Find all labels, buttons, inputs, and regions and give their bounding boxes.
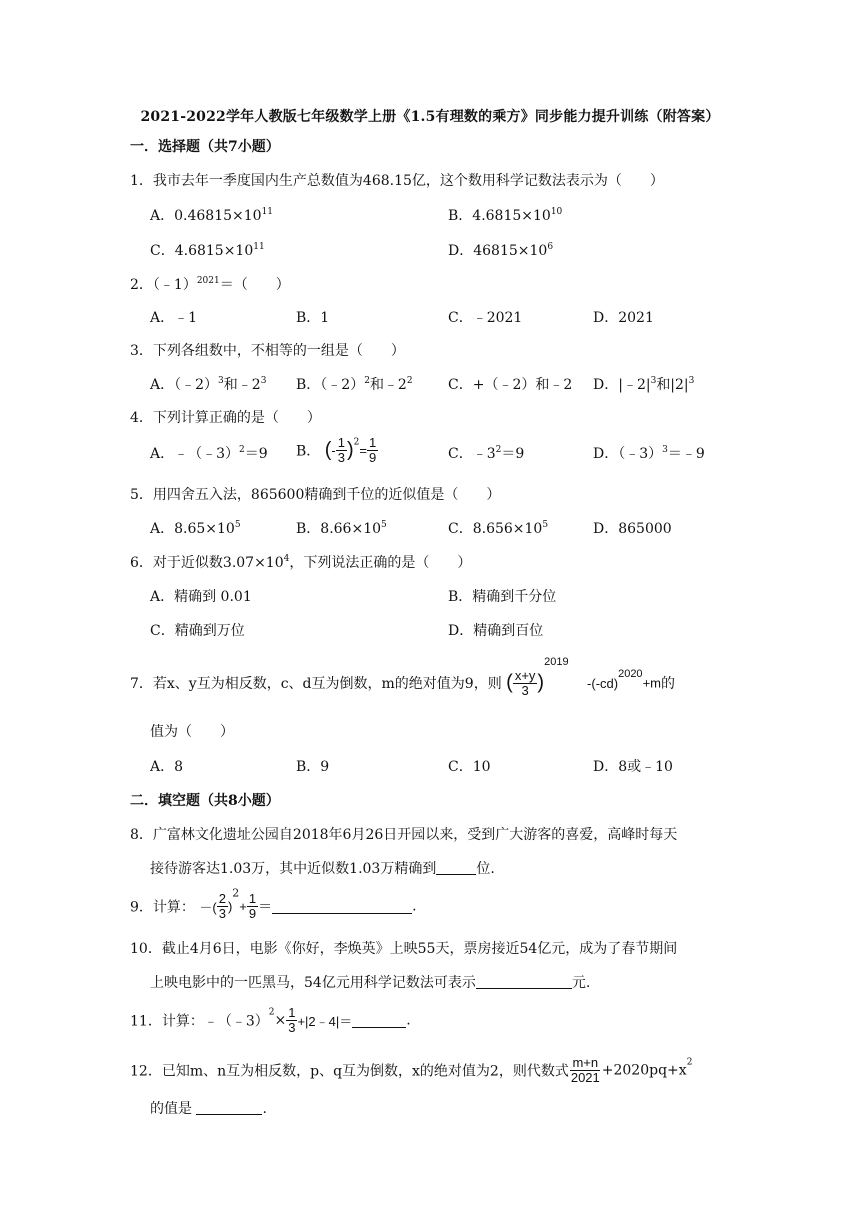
q3-option-b: B．（﹣2）$^2$和$﹣2^2$: [296, 376, 413, 393]
q4-option-a: A．﹣（﹣3）$^2$＝9: [150, 445, 268, 462]
question-1: 1．我市去年一季度国内生产总数值为468.15亿，这个数用科学记数法表示为（ ）: [130, 173, 664, 189]
question-12-line2: 的值是 .: [150, 1101, 267, 1117]
answer-blank[interactable]: [436, 860, 476, 875]
q3-option-a: A．（﹣2）$^3$和$﹣2^3$: [150, 376, 267, 393]
q5-option-d: D．865000: [593, 521, 672, 537]
q4-option-d: D．（﹣3）$^3$＝﹣9: [593, 445, 705, 462]
q6-option-c: C．精确到万位: [150, 623, 245, 639]
question-8-line2: 接待游客达1.03万，其中近似数1.03万精确到 位.: [150, 861, 495, 877]
page-title: 2021-2022学年人教版七年级数学上册《1.5有理数的乘方》同步能力提升训练（附答案）: [140, 109, 720, 125]
section-heading-choice: 一．选择题（共7小题）: [130, 139, 280, 155]
q1-option-a: A．$0.46815\times 10^{11}$: [150, 207, 274, 224]
answer-blank[interactable]: [196, 1100, 262, 1115]
question-9: 9．计算： －( $\frac{2}{3}$ )$^2$+ $\frac{1}{9}$ ＝ .: [130, 886, 417, 921]
section-heading-fill: 二．填空题（共8小题）: [130, 793, 280, 809]
q1-option-d: D．$46815\times 10^6$: [448, 242, 554, 259]
q4-option-b: B． (- $\frac{1}{3}$ )$^2$= $\frac{1}{9}$: [296, 435, 377, 465]
q6-option-b: B．精确到千分位: [448, 589, 557, 605]
q7-option-a: A．8: [150, 759, 184, 775]
question-10: 10．截止4月6日，电影《你好，李焕英》上映55天，票房接近54亿元，成为了春节期间: [130, 941, 678, 957]
answer-blank[interactable]: [352, 1013, 406, 1028]
q1-option-c: C．$4.6815\times 10^{11}$: [150, 242, 265, 259]
q2-option-d: D．2021: [593, 310, 654, 326]
q5-option-b: B．$8.66\times 10^5$: [296, 520, 387, 537]
question-7: 7．若x、y互为相反数，c、d互为倒数，m的绝对值为9，则 ( $\frac{x+y}{3}$ )$^{2019}$ $-(-cd)^{2020}+m$的: [130, 656, 675, 698]
question-3: 3．下列各组数中，不相等的一组是（ ）: [130, 343, 405, 359]
question-5: 5．用四舍五入法，865600精确到千位的近似值是（ ）: [130, 487, 501, 503]
question-4: 4．下列计算正确的是（ ）: [130, 410, 321, 426]
q1-option-b: B．$4.6815\times 10^{10}$: [448, 207, 563, 224]
question-8: 8．广富林文化遗址公园自2018年6月26日开园以来，受到广大游客的喜爱，高峰时每天: [130, 827, 678, 843]
question-12: 12．已知m、n互为相反数，p、q互为倒数，x的绝对值为2，则代数式 $\frac{m+n}{2021}$ $+2020pq+x^2$: [130, 1055, 693, 1085]
q4-option-c: C．$﹣3^2=9$: [448, 445, 525, 462]
q5-option-a: A．$8.65\times 10^5$: [150, 520, 241, 537]
question-7-line2: 值为（ ）: [150, 724, 234, 740]
q6-option-d: D．精确到百位: [448, 623, 544, 639]
question-11: 11．计算：﹣（﹣3）$^2$× $\frac{1}{3}$ +|2﹣4|＝ .: [130, 1005, 411, 1035]
q2-option-b: B．1: [296, 310, 330, 326]
q7-option-d: D．8或﹣10: [593, 759, 673, 775]
q2-option-a: A．﹣1: [150, 310, 198, 326]
q3-option-d: D．$|﹣2|^3$和$|2|^3$: [593, 376, 695, 393]
q7-option-c: C．10: [448, 759, 491, 775]
q7-option-b: B．9: [296, 759, 330, 775]
q6-option-a: A．精确到 0.01: [150, 589, 252, 605]
q2-option-c: C．﹣2021: [448, 310, 523, 326]
q3-option-c: C．+（﹣2）和﹣2: [448, 377, 573, 393]
question-2: 2．（﹣1）$^{2021}$＝（ ）: [130, 276, 290, 293]
question-6: 6．对于近似数$3.07\times 10^4$，下列说法正确的是（ ）: [130, 554, 472, 571]
answer-blank[interactable]: [476, 974, 572, 989]
q5-option-c: C．$8.656\times 10^5$: [448, 520, 549, 537]
answer-blank[interactable]: [272, 899, 412, 914]
question-10-line2: 上映电影中的一匹黑马，54亿元用科学记数法可表示 元.: [150, 975, 591, 991]
